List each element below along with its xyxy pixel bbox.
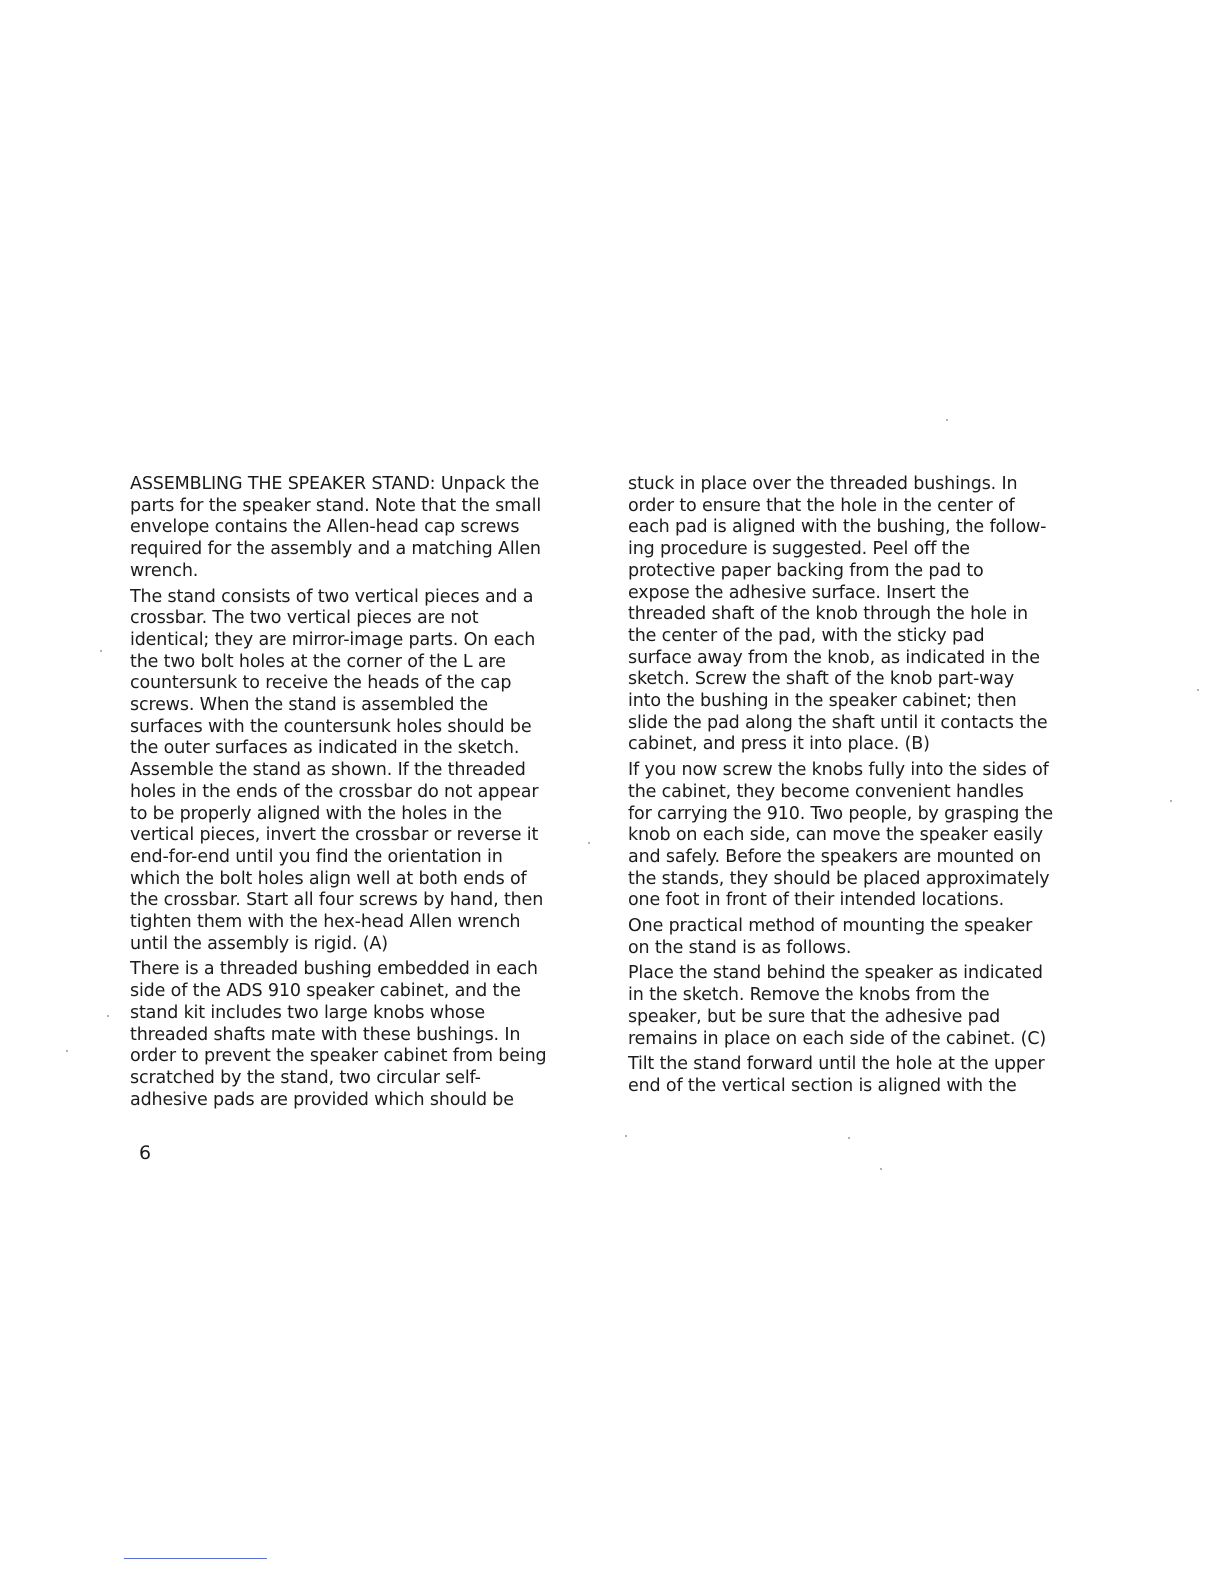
scan-speck bbox=[946, 419, 948, 421]
paragraph-knob-handles: If you now screw the knobs fully into the sides of the cabinet, they become convenient handles for carrying the 910. Two people, by grasping the knob on each side, can move the speaker easily and safely. Before the speakers are mounted on the stands, they should be placed approximately one foot in front of their intended locations. bbox=[628, 760, 1053, 911]
paragraph-pad-procedure: stuck in place over the threaded bushings. In order to ensure that the hole in the center of each pad is aligned with the bushing, the follow- ing procedure is suggested. Peel off the protective paper backing from the pad to expose the adhesive surface. Insert the threaded shaft of the knob through the hole in the center of the pad, with the sticky pad surface away from the knob, as indicated in the sketch. Screw the shaft of the knob part-way into the bushing in the speaker cabinet; then slide the pad along the shaft until it contacts the cabinet, and press it into place. (B) bbox=[628, 474, 1048, 755]
paragraph-place-stand: Place the stand behind the speaker as indicated in the sketch. Remove the knobs from the speaker, but be sure that the adhesive pad remains in place on each side of the cabinet. (C) bbox=[628, 963, 1047, 1049]
paragraph-tilt-stand: Tilt the stand forward until the hole at the upper end of the vertical section is aligned with the bbox=[628, 1054, 1045, 1096]
scan-speck bbox=[588, 842, 590, 844]
paragraph-threaded-bushing: There is a threaded bushing embedded in each side of the ADS 910 speaker cabinet, and the stand kit includes two large knobs whose threaded shafts mate with these bushings. In order to prevent the speaker cabinet from being scratched by the stand, two circular self- adhesive pads are provided which should be bbox=[130, 959, 547, 1110]
paragraph-assembling-intro: ASSEMBLING THE SPEAKER STAND: Unpack the parts for the speaker stand. Note that the small envelope contains the Allen-head cap screws required for the assembly and a matching Allen wrench. bbox=[130, 474, 542, 581]
right-text-column bbox=[628, 474, 1098, 1102]
scan-speck bbox=[880, 1168, 882, 1170]
scan-speck bbox=[625, 1135, 627, 1137]
scan-speck bbox=[848, 1137, 850, 1139]
scan-speck bbox=[1170, 800, 1172, 802]
scan-speck bbox=[100, 650, 102, 652]
paragraph-mounting-method: One practical method of mounting the speaker on the stand is as follows. bbox=[628, 916, 1033, 958]
left-text-column bbox=[130, 474, 600, 1115]
scan-speck bbox=[1197, 689, 1199, 691]
scan-speck bbox=[66, 1050, 68, 1052]
scan-speck bbox=[107, 1015, 109, 1017]
footer-rule bbox=[124, 1558, 267, 1559]
paragraph-stand-parts: The stand consists of two vertical pieces and a crossbar. The two vertical pieces are not identical; they are mirror-image parts. On each the two bolt holes at the corner of the L are countersunk to receive the heads of the cap screws. When the stand is assembled the surfaces with the countersunk holes should be the outer surfaces as indicated in the sketch. Assemble the stand as shown. If the threaded holes in the ends of the crossbar do not appear to be properly aligned with the holes in the vertical pieces, invert the crossbar or reverse it end-for-end until you find the orientation in which the bolt holes align well at both ends of the crossbar. Start all four screws by hand, then tighten them with the hex-head Allen wrench until the assembly is rigid. (A) bbox=[130, 586, 544, 954]
page-number: 6 bbox=[139, 1142, 152, 1164]
